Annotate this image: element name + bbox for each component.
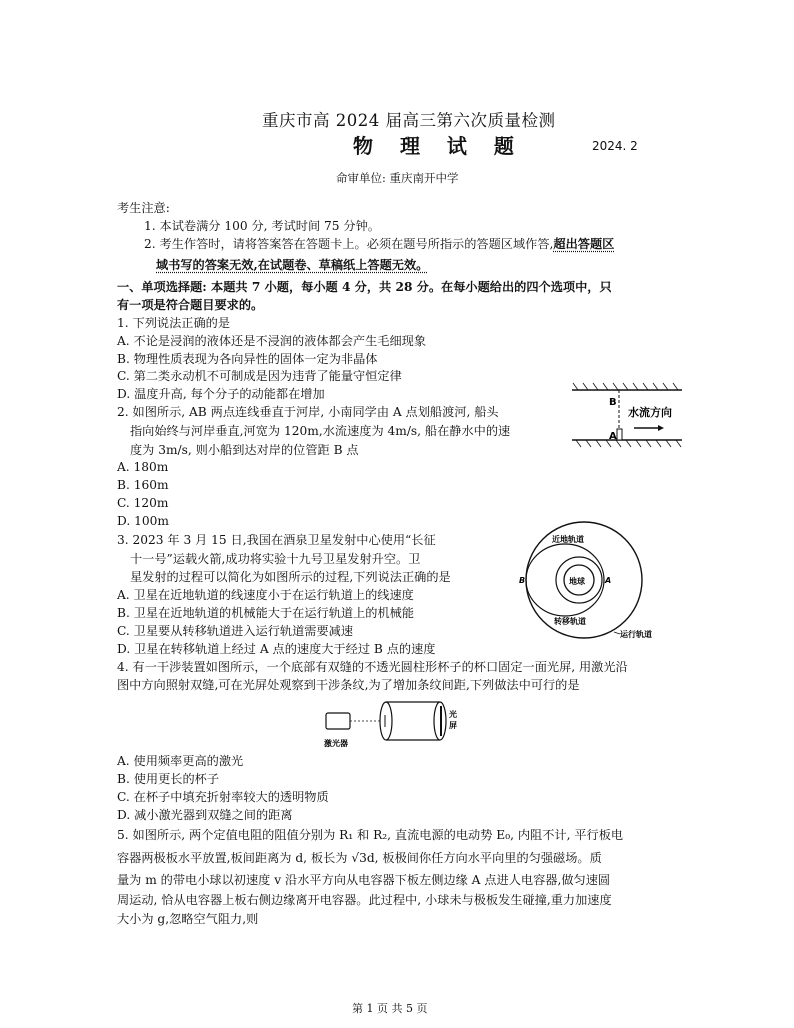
notice-heading: 考生注意:: [117, 201, 170, 215]
notice-item-2-text: 2. 考生作答时，请将答案答在答题卡上。必须在题号所指示的答题区域作答,: [144, 237, 554, 251]
q3-line3: 星发射的过程可以简化为如图所示的过程,下列说法正确的是: [130, 570, 451, 584]
q1-option-d: D. 温度升高, 每个分子的动能都在增加: [117, 387, 325, 401]
notice-item-2-emphasis: 超出答题区: [553, 237, 615, 251]
q3-option-b: B. 卫星在近地轨道的机械能大于在运行轨道上的机械能: [117, 606, 415, 620]
q4-option-c: C. 在杯子中填充折射率较大的透明物质: [117, 790, 329, 804]
interference-figure: [318, 697, 468, 755]
notice-item-1: 1. 本试卷满分 100 分, 考试时间 75 分钟。: [144, 219, 380, 233]
screen-label-2: 屏: [449, 721, 457, 730]
q5-line2: 容器两极板水平放置,板间距离为 d, 板长为 √3d, 板极间你任方向水平向里的匀强磁场。质: [117, 851, 602, 865]
earth-label: 地球: [569, 577, 585, 586]
q3-line1: 3. 2023 年 3 月 15 日,我国在酒泉卫星发射中心使用“长征: [117, 533, 436, 547]
q1-stem: 1. 下列说法正确的是: [117, 316, 231, 330]
orbit-figure: [510, 514, 690, 650]
river-crossing-figure: [568, 376, 686, 454]
run-orbit-label: 运行轨道: [620, 630, 652, 639]
q1-option-a: A. 不论是浸润的液体还是不浸润的液体都会产生毛细现象: [117, 334, 427, 348]
q2-line3: 度为 3m/s, 则小船到达对岸的位管距 B 点: [130, 443, 359, 457]
laser-label: 激光器: [324, 739, 348, 748]
notice-item-2-cont: 域书写的答案无效,在试题卷、草稿纸上答题无效。: [156, 258, 429, 272]
q2-option-b: B. 160m: [117, 478, 169, 492]
setter-unit: 命审单位: 重庆南开中学: [336, 171, 459, 185]
q4-line2: 图中方向照射双缝,可在光屏处观察到干涉条纹,为了增加条纹间距,下列做法中可行的是: [117, 678, 580, 692]
screen-label-1: 光: [449, 710, 457, 719]
q4-option-b: B. 使用更长的杯子: [117, 772, 220, 786]
subject-title: 物 理 试 题: [353, 134, 524, 158]
river-label-b: B: [609, 397, 617, 408]
q3-option-d: D. 卫星在转移轨道上经过 A 点的速度大于经过 B 点的速度: [117, 642, 436, 656]
q4-option-d: D. 减小激光器到双缝之间的距离: [117, 808, 293, 822]
q3-option-c: C. 卫星要从转移轨道进入运行轨道需要减速: [117, 624, 354, 638]
page-number: 第 1 页 共 5 页: [352, 1002, 428, 1015]
q1-option-b: B. 物理性质表现为各向异性的固体一定为非晶体: [117, 352, 378, 366]
near-orbit-label: 近地轨道: [552, 535, 584, 544]
boat-icon: [617, 429, 622, 440]
q3-option-a: A. 卫星在近地轨道的线速度小于在运行轨道上的线速度: [117, 588, 414, 602]
q5-line1: 5. 如图所示, 两个定值电阻的阻值分别为 R₁ 和 R₂, 直流电源的电动势 E₀, 内阻不计, 平行板电: [117, 828, 624, 842]
river-flow-label: 水流方向: [628, 406, 672, 419]
section-heading-line1: 一、单项选择题: 本题共 7 小题，每小题 4 分，共 28 分。在每小题给出的四个选项中，只: [117, 280, 612, 294]
q2-line2: 指向始终与河岸垂直,河宽为 120m,水流速度为 4m/s, 船在静水中的速: [130, 424, 511, 438]
q4-option-a: A. 使用频率更高的激光: [117, 754, 244, 768]
q3-line2: 十一号”运载火箭,成功将实验十九号卫星发射升空。卫: [130, 552, 421, 566]
exam-date: 2024. 2: [592, 139, 638, 153]
q2-option-d: D. 100m: [117, 514, 169, 528]
transfer-orbit-label: 转移轨道: [554, 617, 586, 626]
q2-line1: 2. 如图所示, AB 两点连线垂直于河岸, 小南同学由 A 点划船渡河, 船头: [117, 405, 499, 419]
laser-icon: [326, 713, 350, 729]
river-label-a: A: [609, 431, 617, 442]
q2-option-a: A. 180m: [117, 460, 169, 474]
q4-line1: 4. 有一干涉装置如图所示，一个底部有双缝的不透光圆柱形杯子的杯口固定一面光屏, 用激光沿: [117, 660, 628, 674]
q1-option-c: C. 第二类永动机不可制成是因为违背了能量守恒定律: [117, 369, 402, 383]
orbit-point-b: B: [519, 576, 526, 585]
notice-item-2: [144, 235, 614, 252]
section-heading-line2: 有一项是符合题目要求的。: [117, 298, 264, 312]
q2-option-c: C. 120m: [117, 496, 169, 510]
exam-title: 重庆市高 2024 届高三第六次质量检测: [262, 111, 556, 130]
orbit-point-a: A: [605, 576, 612, 585]
q5-line4: 周运动, 恰从电容器上板右侧边缘离开电容器。此过程中, 小球未与极板发生碰撞,重力加速度: [117, 893, 612, 907]
q5-line3: 量为 m 的带电小球以初速度 v 沿水平方向从电容器下板左侧边缘 A 点进人电容器,做匀速圆: [117, 873, 611, 887]
q5-line5: 大小为 g,忽略空气阻力,则: [117, 912, 259, 926]
